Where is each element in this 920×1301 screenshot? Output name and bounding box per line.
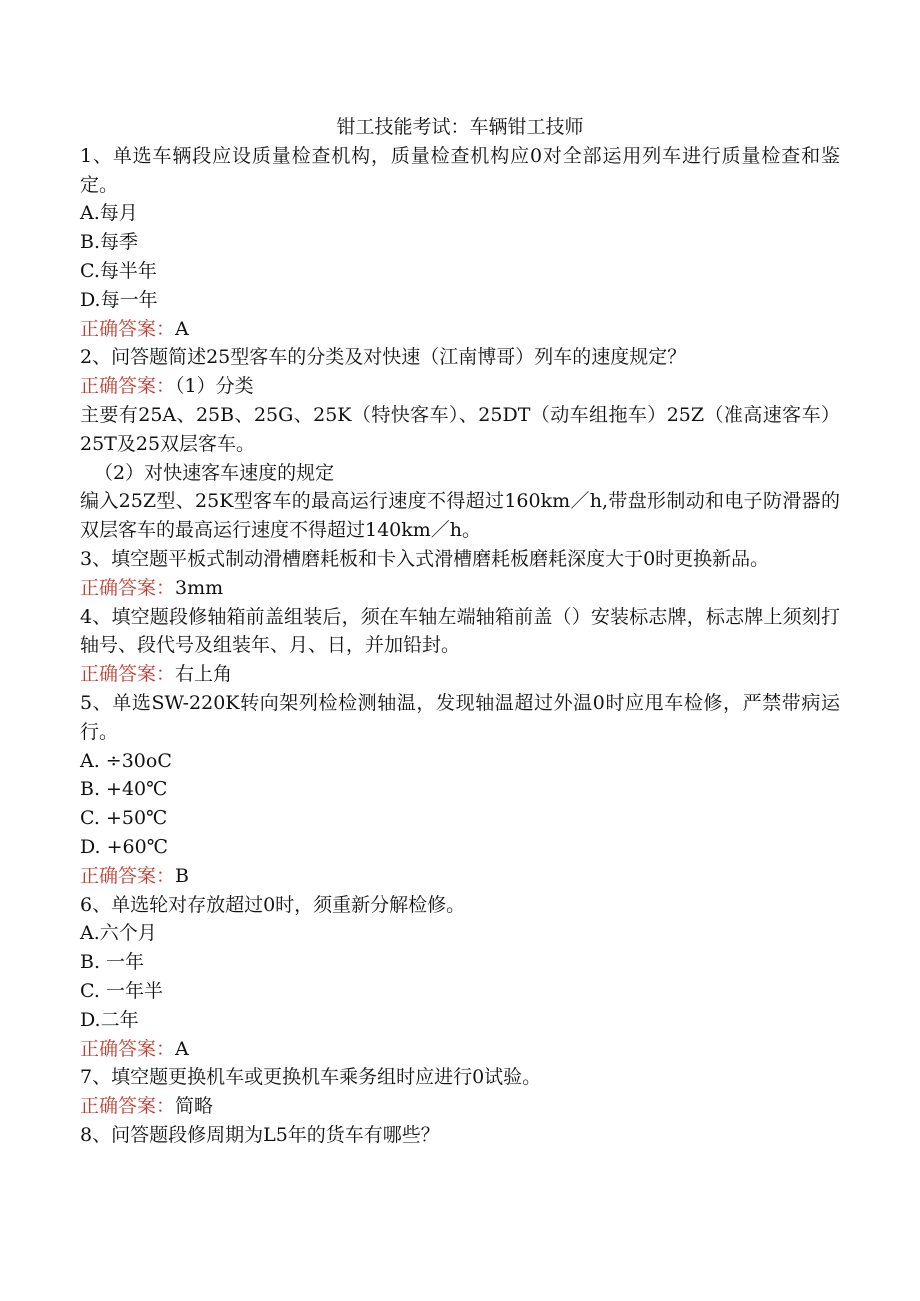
question-5-option-c: C. +50℃ <box>80 807 168 830</box>
answer-label: 正确答案： <box>80 663 176 686</box>
answer-value: （1）分类 <box>175 375 254 398</box>
question-1-stem: 1、单选车辆段应设质量检查机构，质量检查机构应0对全部运用列车进行质量检查和鉴定。 <box>80 144 840 196</box>
answer-label: 正确答案： <box>80 317 176 340</box>
question-6-option-b: B. 一年 <box>80 951 145 974</box>
question-5-option-d: D. +60℃ <box>80 835 168 858</box>
answer-value: 3mm <box>175 576 224 599</box>
question-6-stem: 6、单选轮对存放超过0时，须重新分解检修。 <box>80 893 466 916</box>
question-5-answer <box>80 862 840 891</box>
question-4-stem: 4、填空题段修轴箱前盖组装后，须在车轴左端轴箱前盖（）安装标志牌，标志牌上须刻打轴号、段代号及组装年、月、日，并加铅封。 <box>80 605 840 657</box>
question-3-answer <box>80 574 840 603</box>
question-3-stem: 3、填空题平板式制动滑槽磨耗板和卡入式滑槽磨耗板磨耗深度大于0时更换新品。 <box>80 547 770 570</box>
question-6-option-c: C. 一年半 <box>80 979 163 1002</box>
question-5-stem: 5、单选SW-220K转向架列检检测轴温，发现轴温超过外温0时应甩车检修，严禁带病运行。 <box>80 691 840 743</box>
document-page <box>80 113 840 1150</box>
question-1-option-d: D.每一年 <box>80 288 158 311</box>
question-2-explanation-2: （2）对快速客车速度的规定 <box>94 461 335 484</box>
question-4-answer <box>80 660 840 689</box>
answer-label: 正确答案： <box>80 375 176 398</box>
question-2-stem: 2、问答题简述25型客车的分类及对快速（江南博哥）列车的速度规定？ <box>80 346 687 369</box>
question-6-answer <box>80 1035 840 1064</box>
answer-value: A <box>175 1037 189 1060</box>
answer-label: 正确答案： <box>80 1095 176 1118</box>
answer-value: 简略 <box>175 1095 214 1118</box>
document-title: 钳工技能考试：车辆钳工技师 <box>336 116 584 138</box>
question-1-answer <box>80 315 840 344</box>
question-1-option-a: A.每月 <box>80 202 138 225</box>
answer-label: 正确答案： <box>80 1037 176 1060</box>
question-7-stem: 7、填空题更换机车或更换机车乘务组时应进行0试验。 <box>80 1066 542 1089</box>
answer-value: 右上角 <box>175 663 233 686</box>
question-2-explanation-1: 主要有25A、25B、25G、25K（特快客车）、25DT（动车组拖车）25Z（准高速客车）25T及25双层客车。 <box>80 403 840 455</box>
answer-label: 正确答案： <box>80 864 176 887</box>
question-5-option-b: B. +40℃ <box>80 778 168 801</box>
question-2-explanation-3: 编入25Z型、25K型客车的最高运行速度不得超过160km／h,带盘形制动和电子防滑器的双层客车的最高运行速度不得超过140km／h。 <box>80 490 840 542</box>
question-5-option-a: A. ÷30oC <box>80 749 172 772</box>
question-8-stem: 8、问答题段修周期为L5年的货车有哪些？ <box>80 1123 440 1146</box>
question-6-option-a: A.六个月 <box>80 922 157 945</box>
question-2-answer <box>80 372 840 401</box>
answer-value: B <box>175 864 189 887</box>
question-7-answer <box>80 1092 840 1121</box>
question-1-option-b: B.每季 <box>80 231 139 254</box>
answer-label: 正确答案： <box>80 576 176 599</box>
question-1-option-c: C.每半年 <box>80 259 157 282</box>
answer-value: A <box>175 317 189 340</box>
question-6-option-d: D.二年 <box>80 1008 139 1031</box>
